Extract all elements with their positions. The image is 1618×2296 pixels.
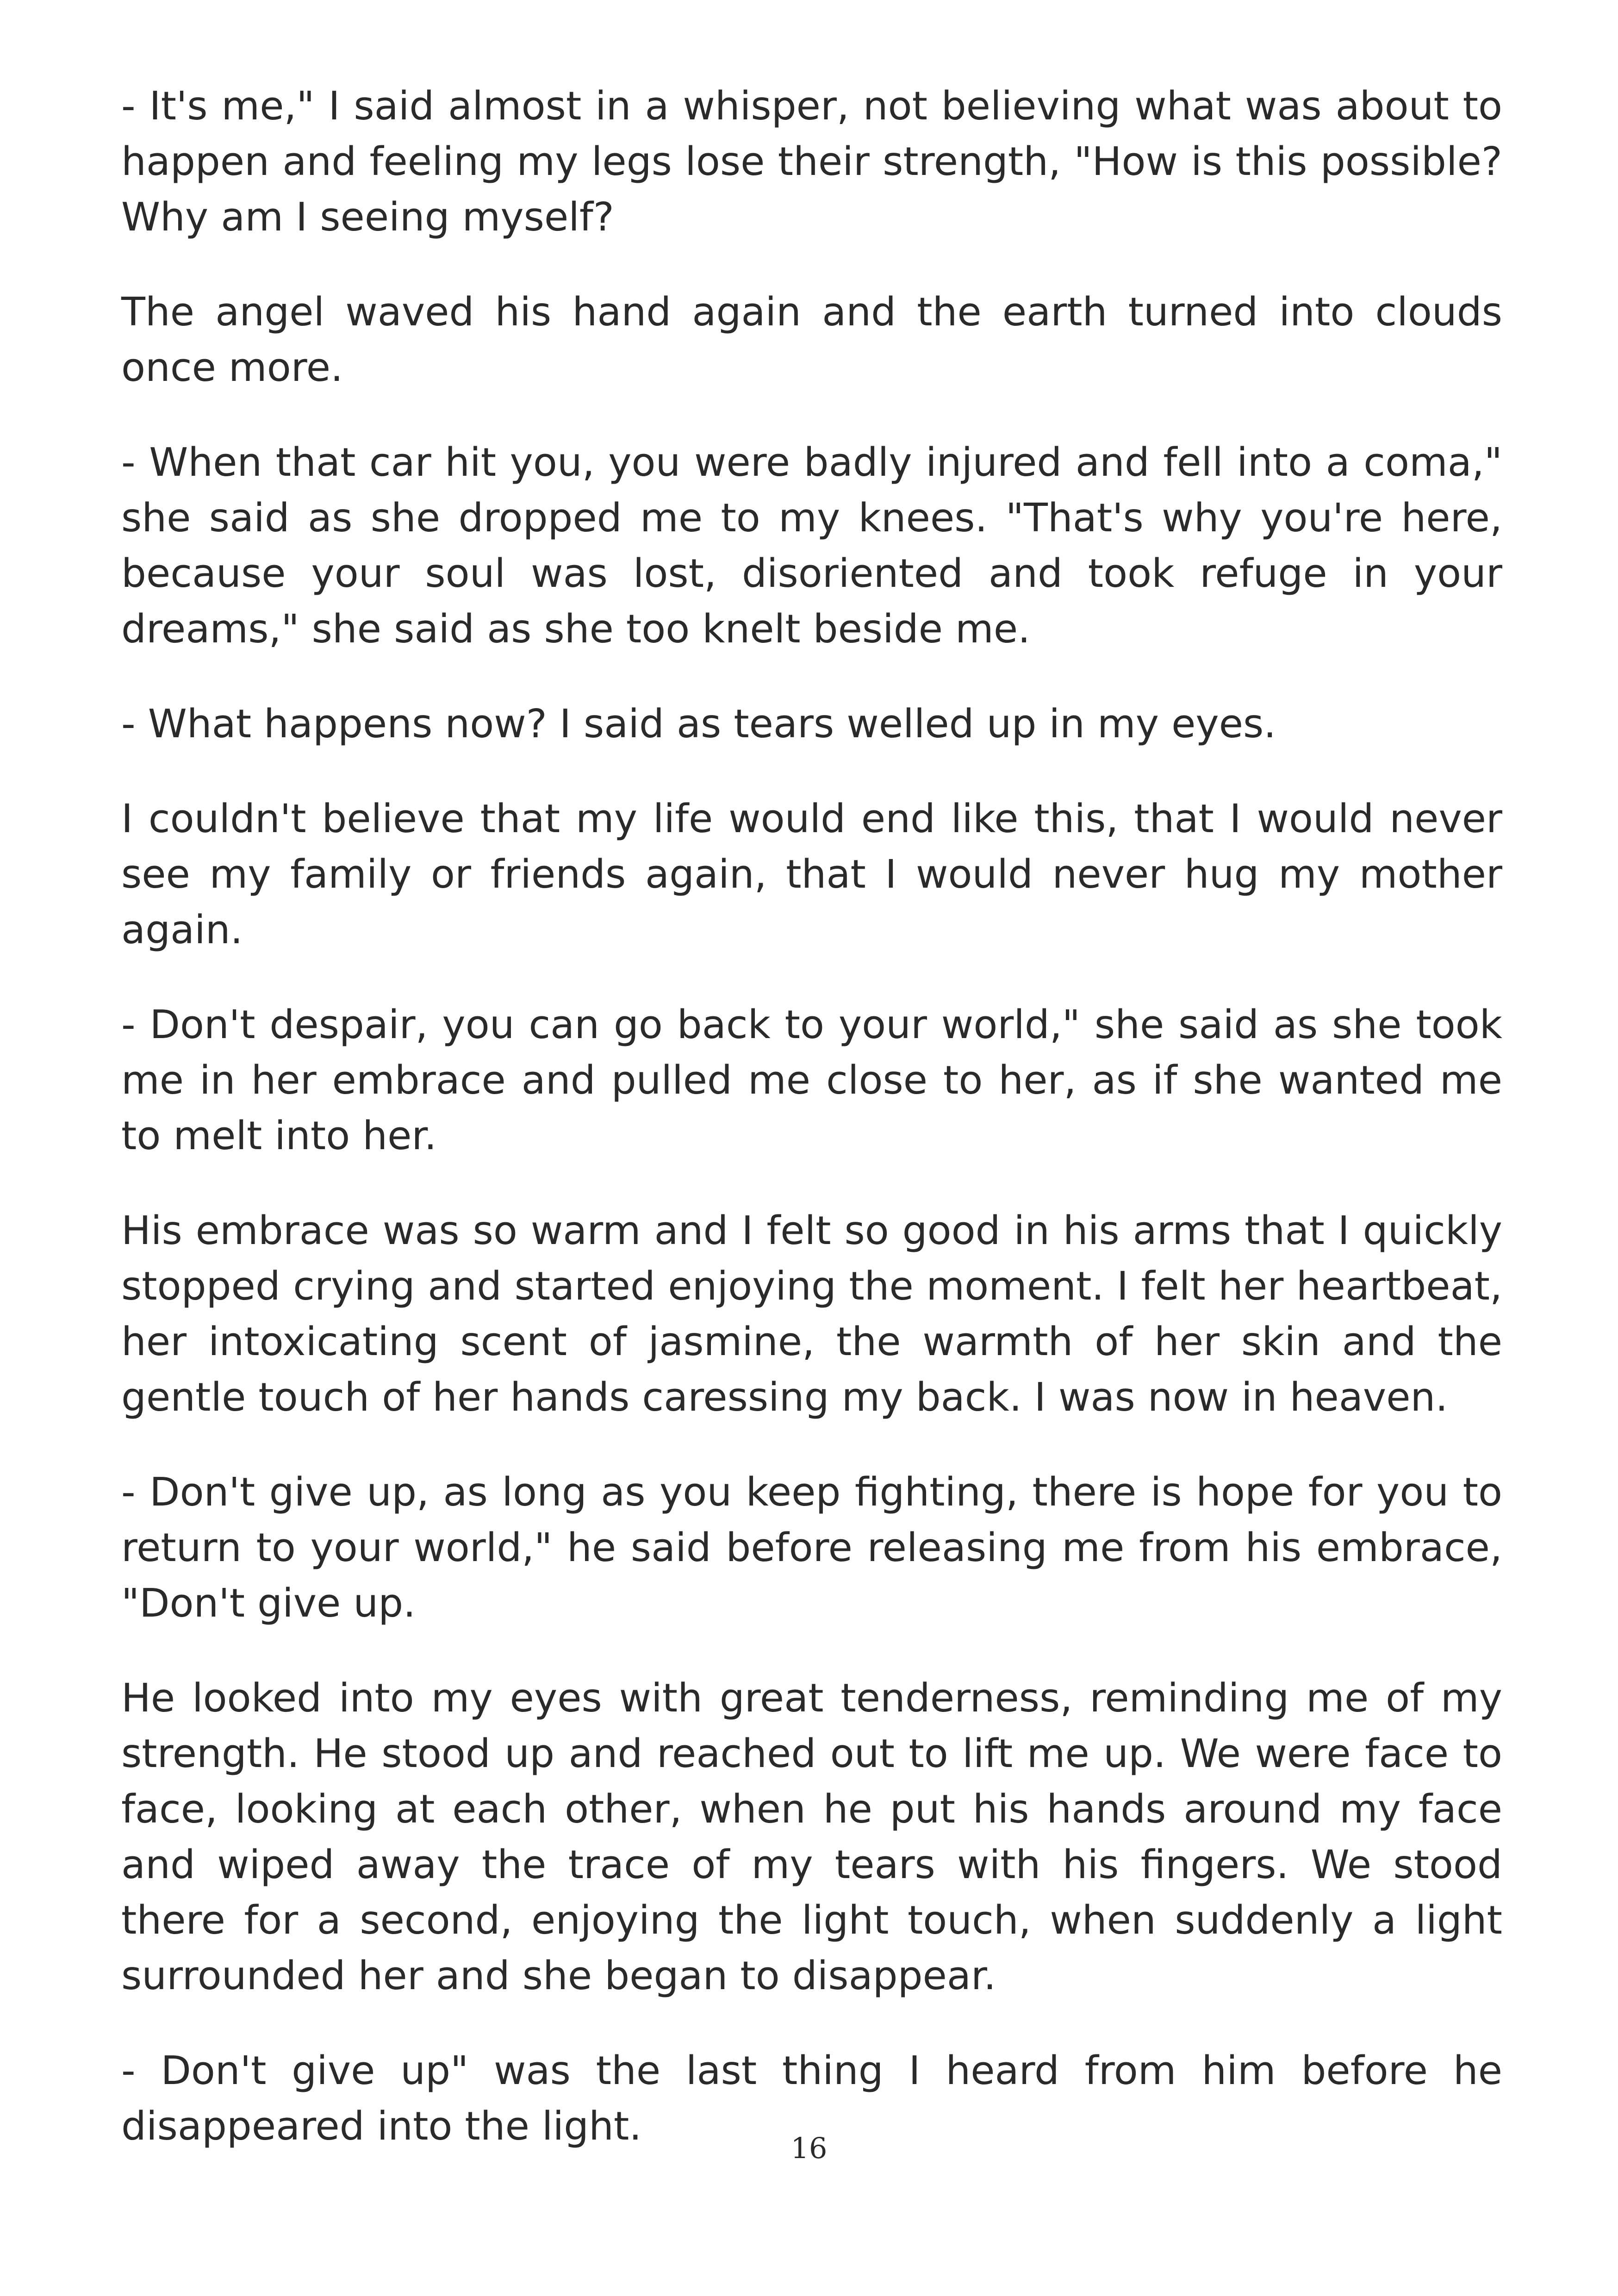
- paragraph-3: - When that car hit you, you were badly injured and fell into a coma," she said as she dropped me to my knees. "That's why you're here, because your soul was lost, disoriented and took refuge in your dreams," she said as she too knelt beside me.: [121, 440, 1502, 652]
- paragraph-8: - Don't give up, as long as you keep fighting, there is hope for you to return to your world," he said before releasing me from his embrace, "Don't give up.: [121, 1469, 1502, 1626]
- paragraph-5: I couldn't believe that my life would end like this, that I would never see my family or friends again, that I would never hug my mother again.: [121, 796, 1502, 953]
- paragraph-6: - Don't despair, you can go back to your world," she said as she took me in her embrace and pulled me close to her, as if she wanted me to melt into her.: [121, 1002, 1502, 1159]
- paragraph-9: He looked into my eyes with great tenderness, reminding me of my strength. He stood up and reached out to lift me up. We were face to face, looking at each other, when he put his hands around my face and wiped away the trace of my tears with his fingers. We stood there for a second, enjoying the light touch, when suddenly a light surrounded her and she began to disappear.: [121, 1675, 1502, 1999]
- paragraph-7: His embrace was so warm and I felt so good in his arms that I quickly stopped crying and started enjoying the moment. I felt her heartbeat, her intoxicating scent of jasmine, the warmth of her skin and the gentle touch of her hands caressing my back. I was now in heaven.: [121, 1208, 1502, 1420]
- page-number: 16: [790, 2131, 828, 2165]
- paragraph-4: - What happens now? I said as tears welled up in my eyes.: [121, 701, 1276, 747]
- paragraph-10: - Don't give up" was the last thing I heard from him before he disappeared into the light.: [121, 2048, 1502, 2149]
- page-body: [121, 79, 1502, 2194]
- paragraph-1: - It's me," I said almost in a whisper, not believing what was about to happen and feeling my legs lose their strength, "How is this possible? Why am I seeing myself?: [121, 83, 1502, 240]
- paragraph-2: The angel waved his hand again and the earth turned into clouds once more.: [121, 289, 1502, 391]
